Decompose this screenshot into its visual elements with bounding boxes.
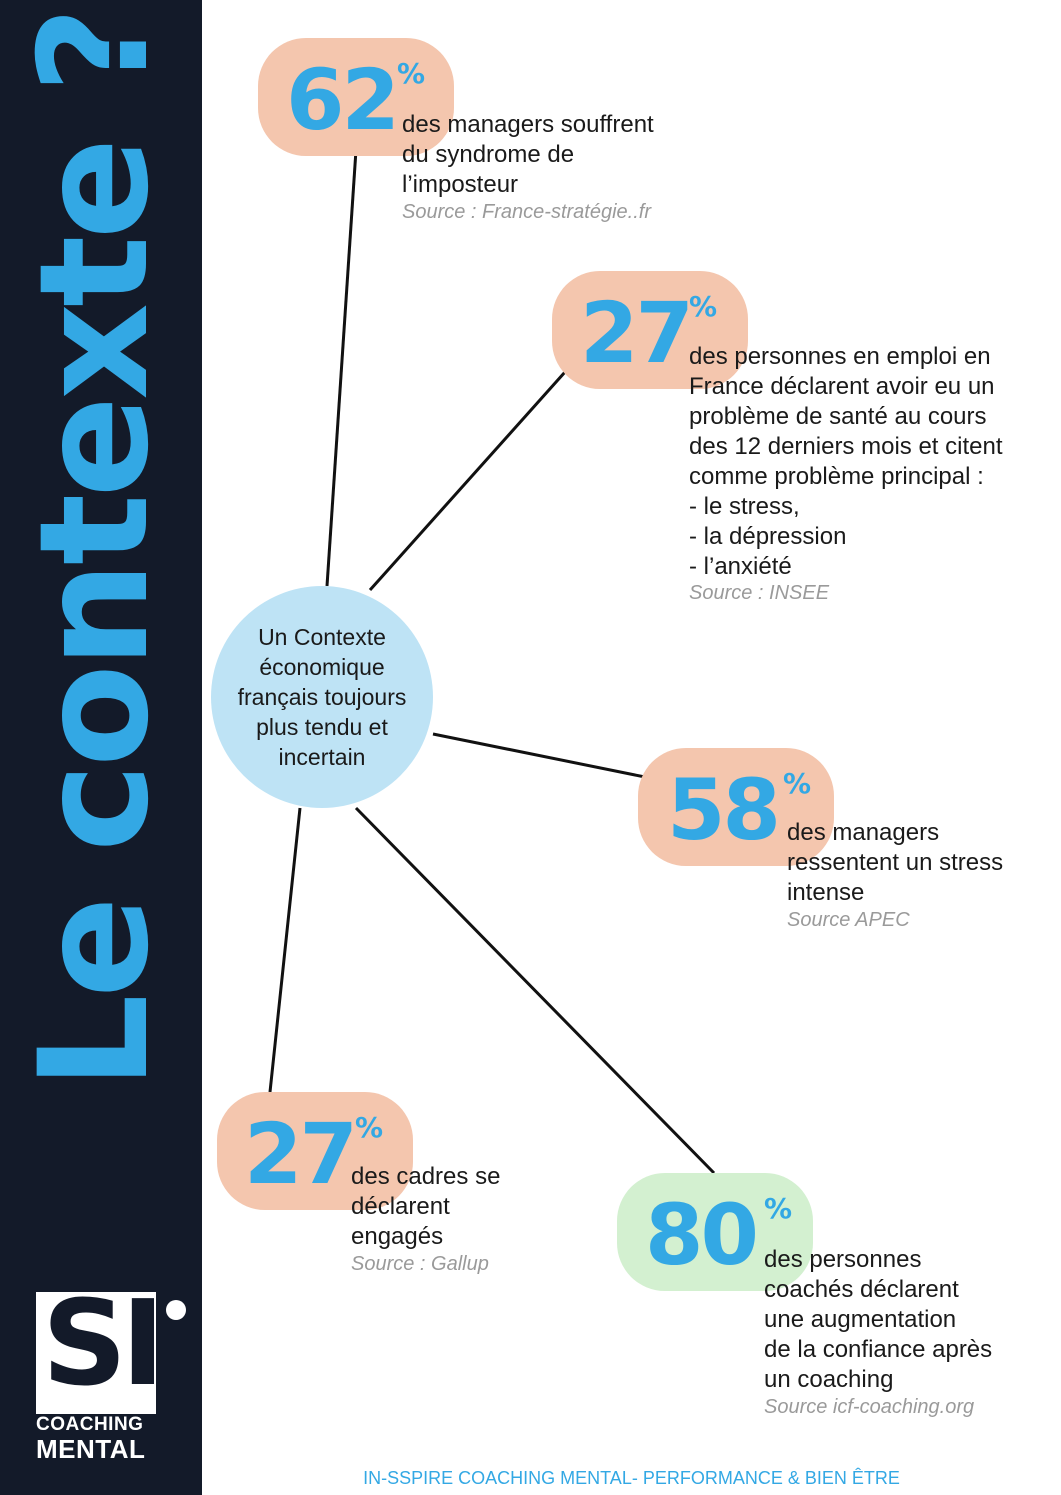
stat-62-source: Source : France-stratégie..fr <box>402 201 651 223</box>
stat-27-gallup-value: 27 <box>244 1105 355 1203</box>
stat-27-gallup-line: engagés <box>351 1223 444 1250</box>
stat-80-source: Source icf-coaching.org <box>764 1396 975 1418</box>
hub-text: Un Contexte économique français toujours plus tendu et incertain <box>237 624 407 770</box>
stat-62-line: des managers souffrent <box>402 111 654 138</box>
stat-80-line: de la confiance après <box>764 1336 993 1363</box>
stat-80-line: un coaching <box>764 1366 894 1393</box>
central-context-circle <box>211 586 433 808</box>
stat-27-insee-line: des 12 derniers mois et citent <box>689 433 1003 460</box>
logo-line-coaching: COACHING <box>36 1414 144 1435</box>
stat-27-insee-value: 27 <box>580 284 691 382</box>
stat-27-insee-line: - la dépression <box>689 523 847 550</box>
stat-80-description <box>764 1245 992 1395</box>
connector-80 <box>356 808 714 1173</box>
connector-62 <box>327 150 356 586</box>
stat-27-gallup-line: des cadres se <box>351 1163 501 1190</box>
stat-27-insee-line: - le stress, <box>689 493 800 520</box>
stat-58-value: 58 <box>667 761 778 859</box>
connector-58 <box>433 734 645 777</box>
stat-80-unit: % <box>764 1192 793 1225</box>
stat-27-insee-line: - l’anxiété <box>689 553 792 580</box>
stat-80-line: coachés déclarent <box>764 1276 959 1303</box>
stat-62-unit: % <box>397 57 426 90</box>
logo-line-mental: MENTAL <box>36 1434 146 1464</box>
stat-58-unit: % <box>783 767 812 800</box>
stat-27-insee-line: France déclarent avoir eu un <box>689 373 995 400</box>
stat-62-description <box>402 110 654 200</box>
connector-27a <box>370 372 565 590</box>
footer-tagline: IN-SSPIRE COACHING MENTAL- PERFORMANCE & BIEN ÊTRE <box>363 1468 900 1488</box>
stat-62-value: 62 <box>286 51 397 149</box>
stat-27-insee-unit: % <box>689 290 718 323</box>
stat-27-gallup-line: déclarent <box>351 1193 450 1220</box>
stat-80-line: des personnes <box>764 1246 922 1273</box>
stat-58-source: Source APEC <box>787 909 910 931</box>
stat-27-insee-description <box>689 342 1003 582</box>
stat-58-line: ressentent un stress <box>787 849 1004 876</box>
connector-27b <box>270 808 300 1092</box>
stat-27-gallup-source: Source : Gallup <box>351 1253 489 1275</box>
stat-27-insee-line: comme problème principal : <box>689 463 984 490</box>
stat-27-insee-source: Source : INSEE <box>689 582 830 604</box>
stat-27-insee-line: des personnes en emploi en <box>689 343 991 370</box>
stat-80-line: une augmentation <box>764 1306 957 1333</box>
page-title: Le contexte ? <box>8 10 182 1090</box>
logo-letters: SI <box>42 1274 159 1412</box>
stat-58-description <box>787 818 1003 908</box>
stat-58-line: intense <box>787 879 865 906</box>
stat-62-line: du syndrome de <box>402 141 575 168</box>
stat-27-gallup-description <box>351 1162 500 1252</box>
stat-80-value: 80 <box>645 1186 756 1284</box>
stat-62-line: l’imposteur <box>402 171 519 198</box>
stat-58-line: des managers <box>787 819 940 846</box>
stat-27-insee-line: problème de santé au cours <box>689 403 987 430</box>
stat-27-gallup-unit: % <box>355 1111 384 1144</box>
